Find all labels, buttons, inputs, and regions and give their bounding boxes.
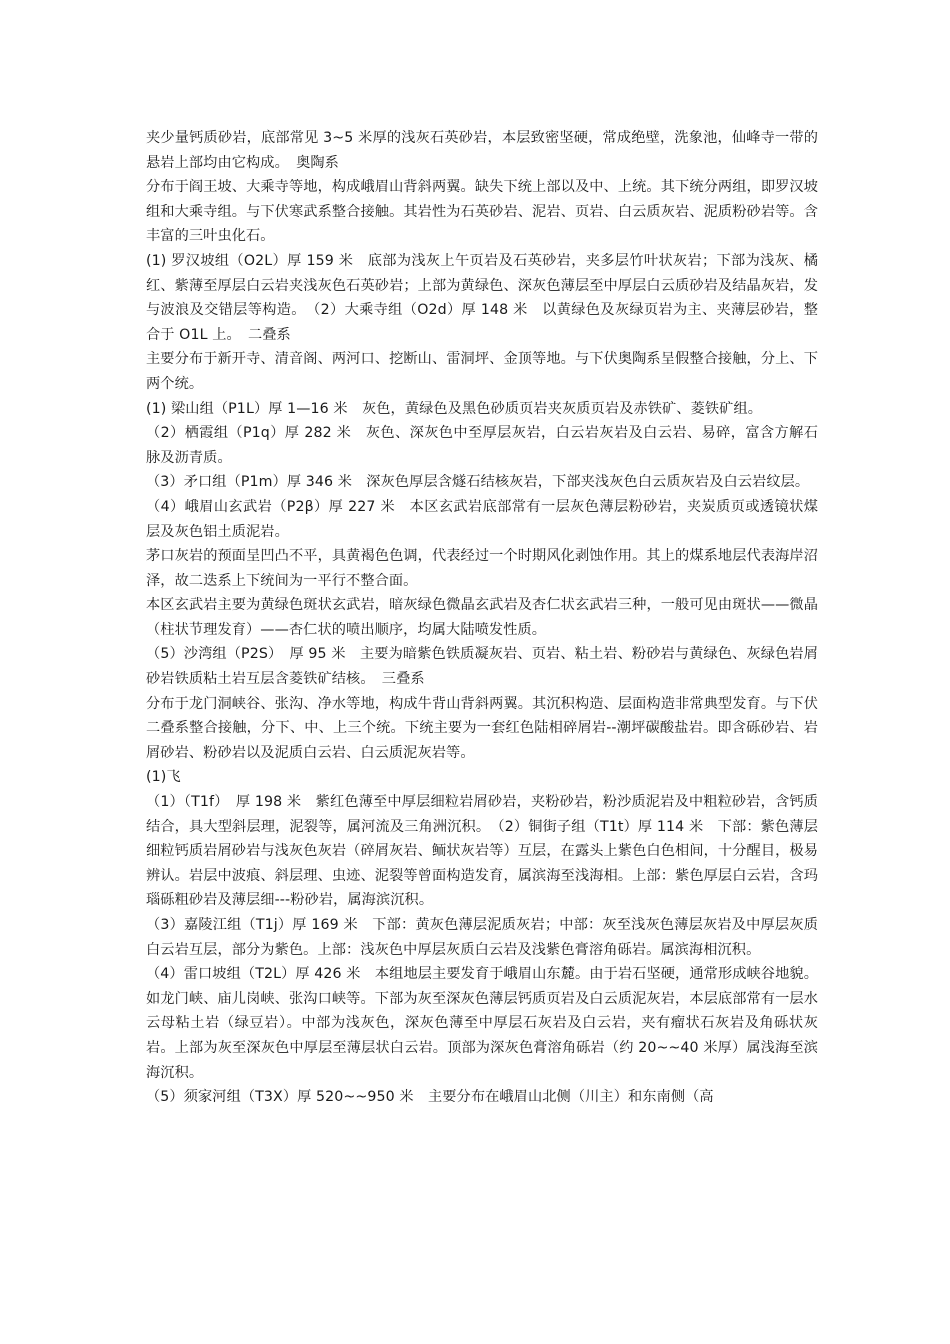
paragraph-emeishan-basalt: （4）峨眉山玄武岩（P2β）厚 227 米 本区玄武岩底部常有一层灰色薄层粉砂岩，夹炭质页或透镜状煤层及灰色铝土质泥岩。	[146, 498, 818, 540]
paragraph-triassic-intro: 分布于龙门洞峡谷、张沟、净水等地，构成牛背山背斜两翼。其沉积构造、层面构造非常典型发育。与下伏二叠系整合接触，分下、中、上三个统。下统主要为一套红色陆相碎屑岩--潮坪碳酸盐岩。即含砾砂岩、岩屑砂岩、粉砂岩以及泥质白云岩、白云质泥灰岩等。	[146, 695, 818, 761]
paragraph-luohanpo: (1) 罗汉坡组（O2L）厚 159 米 底部为浅灰上午页岩及石英砂岩，夹多层竹叶状灰岩；下部为浅灰、橘红、紫薄至厚层白云岩夹浅灰色石英砂岩；上部为黄绿色、深灰色薄层至中厚层白云质砂岩及结晶灰岩，发与波浪及交错层等构造。 （2）大乘寺组（O2d）厚 148 米 以黄绿色及灰绿页岩为主、夹薄层砂岩，整合于 O1L 上。 二叠系	[146, 252, 818, 343]
paragraph-basalt-types: 本区玄武岩主要为黄绿色斑状玄武岩，暗灰绿色微晶玄武岩及杏仁状玄武岩三种，一般可见由斑状——微晶（柱状节理发育）——杏仁状的喷出顺序，均属大陆喷发性质。	[146, 597, 818, 638]
paragraph-jialingjiang: （3）嘉陵江组（T1j）厚 169 米 下部：黄灰色薄层泥质灰岩；中部：灰至浅灰色薄层灰岩及中厚层灰质白云岩互层，部分为紫色。上部：浅灰色中厚层灰质白云岩及浅紫色膏溶角砾岩。属滨海相沉积。	[146, 917, 818, 958]
paragraph-maokou-surface: 茅口灰岩的预面呈凹凸不平，具黄褐色色调，代表经过一个时期风化剥蚀作用。其上的煤系地层代表海岸沼泽，故二迭系上下统间为一平行不整合面。	[146, 548, 818, 589]
paragraph-cambrian-cont: 夹少量钙质砂岩，底部常见 3~5 米厚的浅灰石英砂岩，本层致密坚硬，常成绝壁，洗象池，仙峰寺一带的悬岩上部均由它构成。 奥陶系	[146, 130, 818, 171]
paragraph-shawan: （5）沙湾组（P2S） 厚 95 米 主要为暗紫色铁质凝灰岩、页岩、粘土岩、粉砂岩与黄绿色、灰绿色岩屑砂岩铁质粘土岩互层含菱铁矿结核。 三叠系	[146, 646, 818, 688]
paragraph-permian-intro: 主要分布于新开寺、清音阁、两河口、挖断山、雷洞坪、金顶等地。与下伏奥陶系呈假整合接触，分上、下两个统。	[146, 351, 818, 392]
paragraph-liangshan: (1) 梁山组（P1L）厚 1—16 米 灰色，黄绿色及黑色砂质页岩夹灰质页岩及赤铁矿、菱铁矿组。	[146, 400, 763, 417]
paragraph-xujiahe: （5）须家河组（T3X）厚 520~~950 米 主要分布在峨眉山北侧（川主）和东南侧（高	[146, 1089, 714, 1106]
paragraph-maokou: （3）矛口组（P1m）厚 346 米 深灰色厚层含燧石结核灰岩，下部夹浅灰色白云质灰岩及白云岩纹层。	[146, 474, 810, 491]
paragraph-leikoupo: （4）雷口坡组（T2L）厚 426 米 本组地层主要发育于峨眉山东麓。由于岩石坚硬，通常形成峡谷地貌。如龙门峡、庙儿岗峡、张沟口峡等。下部为灰至深灰色薄层钙质页岩及白云质泥灰岩，本层底部常有一层水云母粘土岩（绿豆岩）。中部为浅灰色，深灰色薄至中厚层石灰岩及白云岩，夹有瘤状石灰岩及角砾状灰岩。上部为灰至深灰色中厚层至薄层状白云岩。顶部为深灰色膏溶角砾岩（约 20~~40 米厚）属浅海至滨海沉积。	[146, 966, 818, 1081]
paragraph-fei-heading: (1)飞	[146, 769, 181, 786]
paragraph-qixia: （2）栖霞组（P1q）厚 282 米 灰色、深灰色中至厚层灰岩，白云岩灰岩及白云岩、易碎，富含方解石脉及沥青质。	[146, 425, 818, 466]
paragraph-ordovician-intro: 分布于阎王坡、大乘寺等地，构成峨眉山背斜两翼。缺失下统上部以及中、上统。其下统分两组，即罗汉坡组和大乘寺组。与下伏寒武系整合接触。其岩性为石英砂岩、泥岩、页岩、白云质灰岩、泥质粉砂岩等。含丰富的三叶虫化石。	[146, 179, 818, 245]
document-page	[146, 126, 818, 1110]
paragraph-feixianguan-tongjiezi: （1）（T1f） 厚 198 米 紫红色薄至中厚层细粒岩屑砂岩，夹粉砂岩，粉沙质泥岩及中粗粒砂岩，含钙质结合，具大型斜层理，泥裂等，属河流及三角洲沉积。 （2）铜街子组（T1t）厚 114 米 下部：紫色薄层细粒钙质岩屑砂岩与浅灰色灰岩（碎屑灰岩、鲕状灰岩等）互层，在露头上紫色白色相间，十分醒目，极易辨认。岩层中波痕、斜层理、虫迹、泥裂等曾面构造发育，属滨海至浅海相。上部：紫色厚层白云岩，含玛瑙砾粗砂岩及薄层细---粉砂岩，属海滨沉积。	[146, 794, 818, 909]
